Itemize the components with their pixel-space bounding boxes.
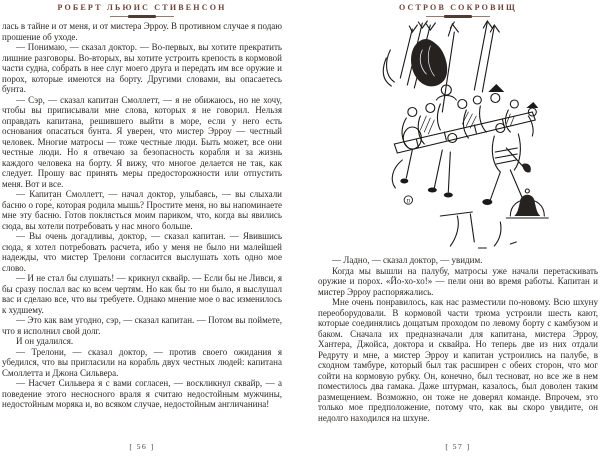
page-left bbox=[2, 0, 282, 457]
svg-text:D: D bbox=[406, 198, 411, 205]
running-head-left: РОБЕРТ ЛЬЮИС СТИВЕНСОН bbox=[57, 3, 227, 12]
right-page-header bbox=[318, 0, 598, 18]
header-rule-right bbox=[426, 15, 490, 18]
paragraph: — Понимаю, — сказал доктор. — Во-первых, вы хотите прекратить лишние разговоры. Во-вторых, вы хотите устроить крепость в кормовой части судна, собрать в нее слуг моего друга и передать им все оружие и порох, которые имеются на борту. Другими словами, вы опасаетесь бунта. bbox=[2, 42, 282, 94]
paragraph: — Вы очень догадливы, доктор, — сказал капитан. — Явившись сюда, я хотел потребовать расчета, ибо у меня не было ни малейшей надежды, что мистер Трелони согласится выслушать хоть одно мое слово. bbox=[2, 231, 282, 273]
header-rule-left bbox=[110, 15, 174, 18]
left-page-header bbox=[2, 0, 282, 18]
paragraph: — Капитан Смоллетт, — начал доктор, улыбаясь, — вы слыхали басню о горе́, которая родила мышь? Простите меня, но вы напоминаете мне эту басню. Готов поклясться моим париком, что, когда вы явились сюда, вы хотели потребовать у нас много больше. bbox=[2, 189, 282, 231]
paragraph: Когда мы вышли на палубу, матросы уже начали перетаскивать оружие и порох. «Йо-хо-хо!» — пели они во время работы. Капитан и мистер Эрроу распоряжались. bbox=[318, 265, 598, 297]
page-number-right: [ 57 ] bbox=[445, 442, 471, 451]
paragraph: — Это как вам угодно, сэр, — сказал капитан. — Потом вы поймете, что я исполнил свой долг. bbox=[2, 315, 282, 336]
rule-thick-bar bbox=[444, 15, 472, 18]
paragraph: — Ладно, — сказал доктор, — увидим. bbox=[332, 255, 483, 265]
paragraph: лась в тайне и от меня, и от мистера Эрроу. В противном случае я подаю прошение об уходе. bbox=[2, 21, 282, 42]
left-page-text bbox=[2, 21, 282, 429]
running-head-right: ОСТРОВ СОКРОВИЩ bbox=[398, 3, 518, 12]
paragraph: Мне очень понравилось, как нас разместили по-новому. Всю шхуну переоборудовали. В кормовой части трюма устроили шесть кают, которые соединялись дощатым проходом по левому борту с камбузом и баком. Сначала их предназначали для капитана, мистера Эрроу, Хантера, Джойса, доктора и сквайра. Но теперь две из них отдали Редруту и мне, а мистер Эрроу и капитан устроились на палубе, в сходном тамбуре, который был так расширен с обеих сторон, что мог сойти на кормовую рубку. Он, конечно, был тесноват, но все же в нем поместилось два гамака. Даже штурман, казалось, был доволен таким размещением. Возможно, он тоже не доверял команде. Впрочем, это только мое предположение, потому что, как вы скоро увидите, он недолго находился на шхуне. bbox=[318, 297, 598, 423]
engraving-svg bbox=[382, 20, 554, 252]
paragraph: — Трелони, — сказал доктор, — против своего ожидания я убедился, что вы пригласили на корабль двух честных людей: капитана Смоллетта и Джона Сильвера. bbox=[2, 346, 282, 378]
paragraph: И он удалился. bbox=[16, 336, 74, 346]
paragraph: — Насчет Сильвера я с вами согласен, — воскликнул сквайр, — а поведение этого несносного враля я считаю недостойным мужчины, недостойным моряка и, во всяком случае, недостойным англичанина! bbox=[2, 378, 282, 409]
paragraph: — Сэр, — сказал капитан Смоллетт, — я не обижаюсь, но не хочу, чтобы вы приписывали мне слова, которых я не говорил. Нельзя оправдать капитана, решившего выйти в море, если у него есть основания опасаться бунта. Я уверен, что мистер Эрроу — честный человек. Многие матросы — тоже честные люди. Быть может, все они честные люди. Но я отвечаю за безопасность корабля и за жизнь каждого человека на борту. Я вижу, что многое делается не так, как следует. Прошу вас принять меры предосторожности или отпустить меня. Вот и все. bbox=[2, 94, 282, 189]
rule-thick-bar bbox=[128, 15, 156, 18]
paragraph: — И не стал бы слушать! — крикнул сквайр. — Если бы не Ливси, я бы сразу послал вас ко всем чертям. Но как бы то ни было, я выслушал вас и сделаю все, что вы требуете. Однако мнение мое о вас изменилось к худшему. bbox=[2, 273, 282, 315]
page-number-left: [ 56 ] bbox=[129, 442, 155, 451]
page-right bbox=[318, 0, 598, 457]
right-page-text bbox=[318, 255, 598, 431]
sailors-engraving-illustration bbox=[382, 20, 554, 252]
